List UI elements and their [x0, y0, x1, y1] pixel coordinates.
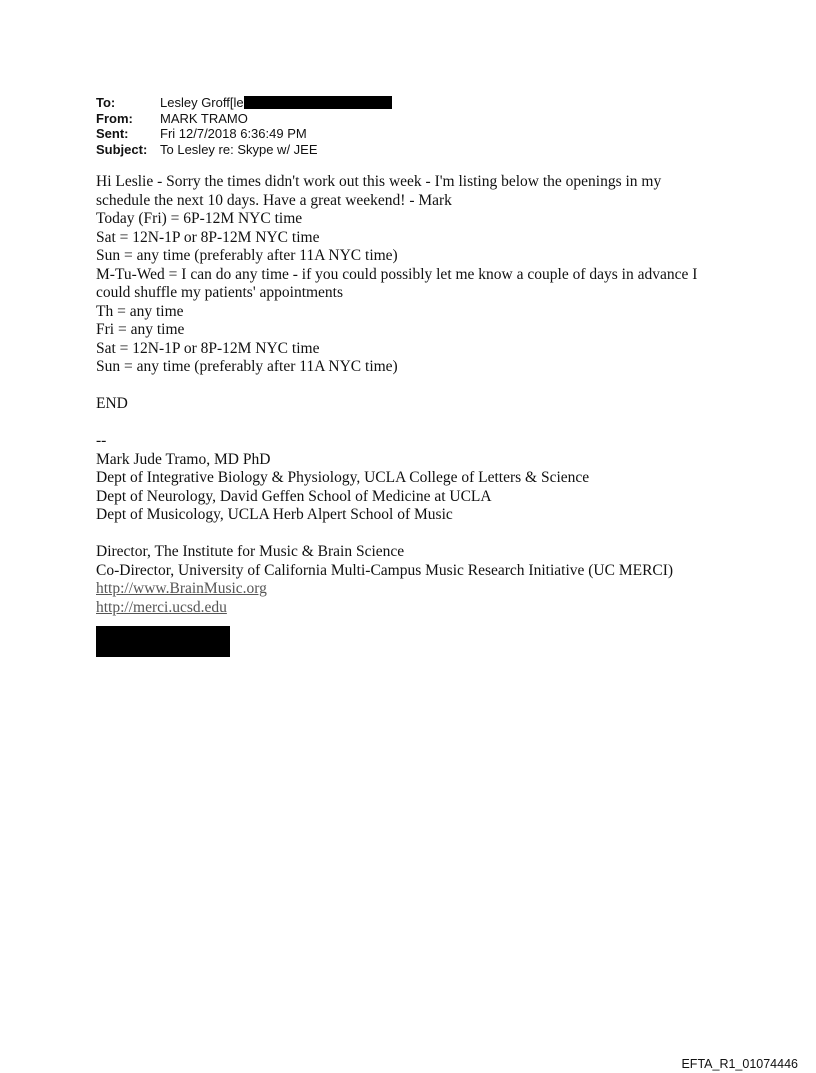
to-value [160, 95, 392, 111]
email-body [96, 173, 746, 617]
merci-link[interactable]: http://merci.ucsd.edu [96, 598, 227, 616]
redaction-bar-email [244, 96, 392, 109]
subject-row [96, 142, 392, 158]
sent-row [96, 126, 392, 142]
schedule-line: Sun = any time (preferably after 11A NYC time) [96, 358, 398, 375]
role-line: Director, The Institute for Music & Brain Science [96, 543, 405, 560]
schedule-line: could shuffle my patients' appointments [96, 284, 344, 301]
intro-line: schedule the next 10 days. Have a great weekend! - Mark [96, 191, 452, 209]
to-value-text: Lesley Groff[le [160, 95, 244, 110]
schedule-line: Fri = any time [96, 321, 185, 338]
signature-name: Mark Jude Tramo, MD PhD [96, 450, 271, 468]
sent-label: Sent: [96, 126, 129, 141]
spacer [96, 525, 746, 544]
signature-separator: -- [96, 432, 107, 449]
signature-line: Dept of Neurology, David Geffen School of Medicine at UCLA [96, 487, 492, 505]
document-id: EFTA_R1_01074446 [681, 1057, 798, 1071]
spacer [96, 414, 746, 433]
sent-value: Fri 12/7/2018 6:36:49 PM [160, 126, 307, 141]
schedule-line: Th = any time [96, 302, 184, 320]
schedule-line: Sat = 12N-1P or 8P-12M NYC time [96, 339, 320, 357]
from-row [96, 111, 392, 127]
schedule-line: Today (Fri) = 6P-12M NYC time [96, 210, 303, 227]
role-line: Co-Director, University of California Multi-Campus Music Research Initiative (UC MERCI) [96, 561, 674, 579]
schedule-line: Sat = 12N-1P or 8P-12M NYC time [96, 228, 320, 246]
signature-line: Dept of Integrative Biology & Physiology, UCLA College of Letters & Science [96, 469, 590, 486]
schedule-line: M-Tu-Wed = I can do any time - if you could possibly let me know a couple of days in advance I [96, 265, 698, 283]
subject-label: Subject: [96, 141, 148, 157]
subject-value: To Lesley re: Skype w/ JEE [160, 141, 318, 157]
brainmusic-link[interactable]: http://www.BrainMusic.org [96, 580, 267, 597]
intro-line: Hi Leslie - Sorry the times didn't work out this week - I'm listing below the openings in my [96, 173, 662, 190]
from-label: From: [96, 110, 133, 126]
spacer [96, 377, 746, 396]
to-row [96, 95, 392, 111]
end-marker: END [96, 395, 128, 412]
schedule-line: Sun = any time (preferably after 11A NYC time) [96, 247, 398, 264]
email-header [96, 95, 392, 157]
from-value: MARK TRAMO [160, 110, 248, 126]
redaction-block [96, 626, 230, 657]
signature-line: Dept of Musicology, UCLA Herb Alpert School of Music [96, 506, 453, 523]
to-label: To: [96, 95, 116, 110]
